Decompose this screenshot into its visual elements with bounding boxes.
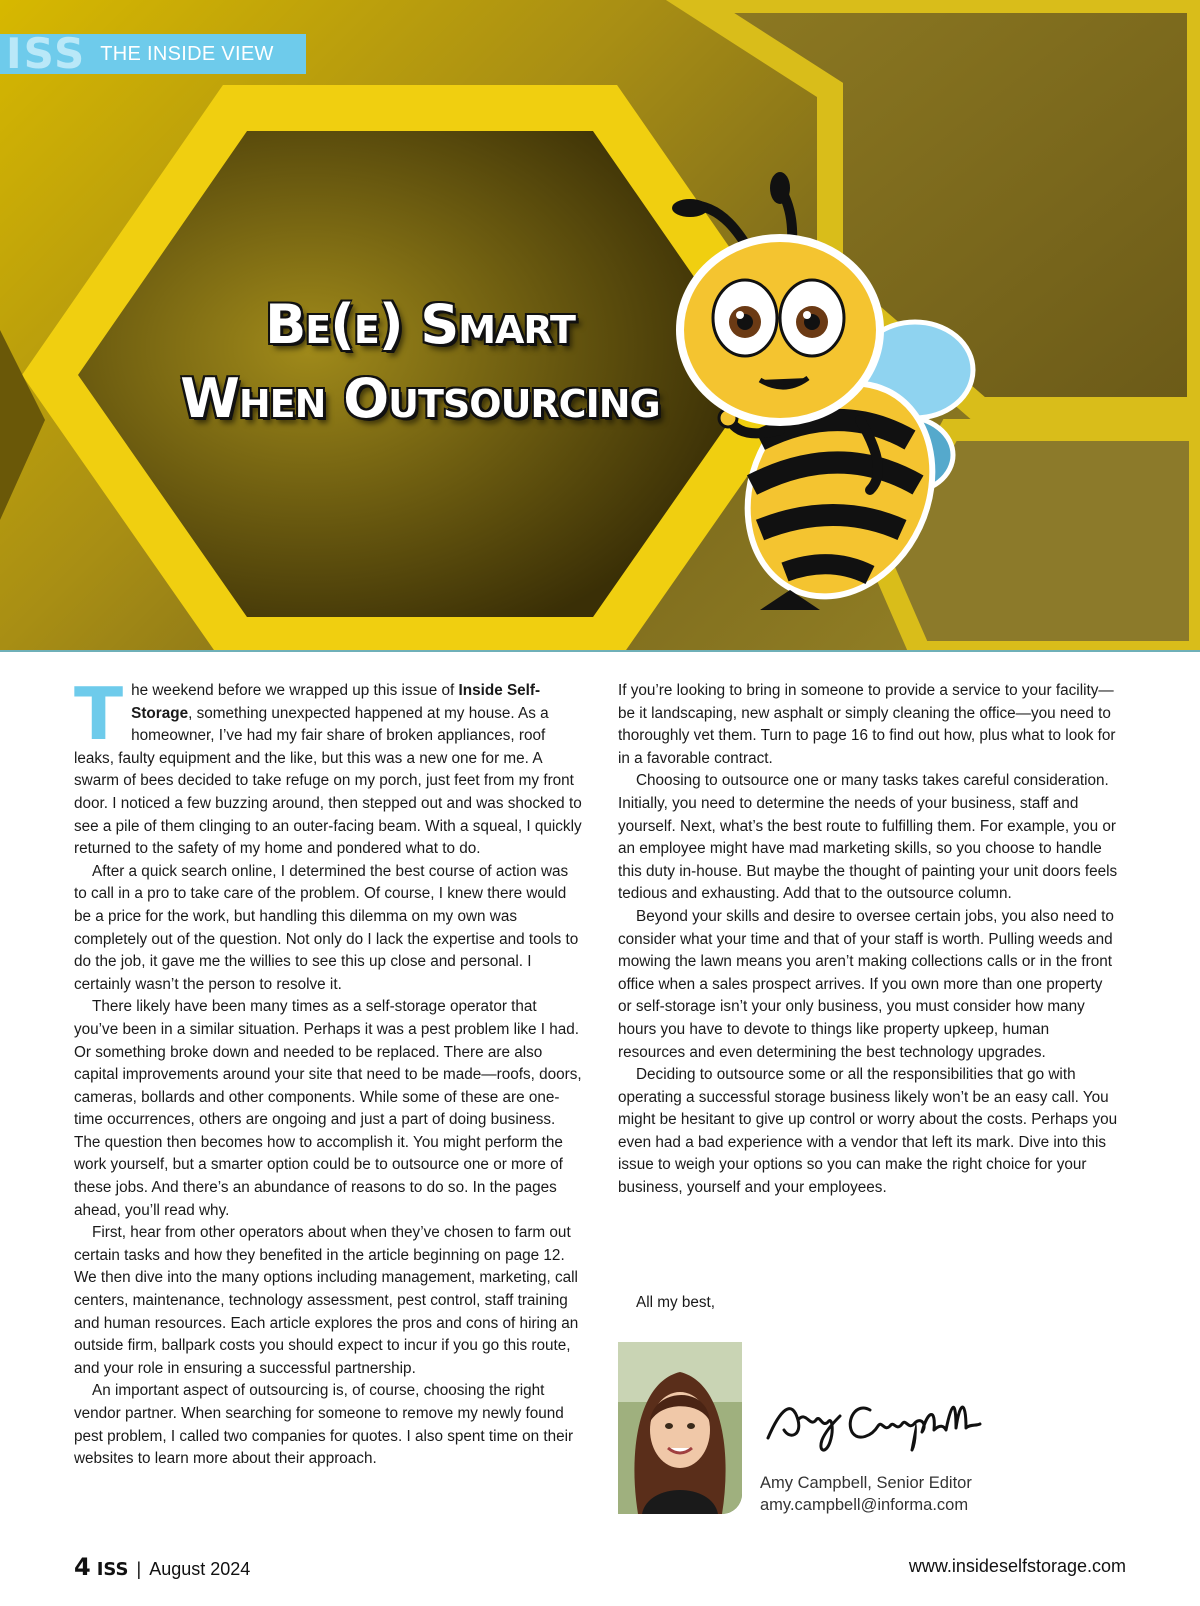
article-paragraph-3: There likely have been many times as a self-storage operator that you’ve been in a similar situation. Perhaps it was a pest problem like I had. Or something broke down and needed to be replaced. There are also capital improvements around your site that need to be made—roofs, doors, cameras, bollards and other components. While some of these are one-time occurrences, others are ongoing and just a part of doing business. The question then becomes how to accomplish it. You might perform the work yourself, but a smarter option could be to outsource one or more of these jobs. And there’s an abundance of reasons to do so. In the pages ahead, you’ll read why. [74, 998, 582, 1219]
section-label: THE INSIDE VIEW [100, 42, 274, 65]
article-paragraph-5: An important aspect of outsourcing is, of course, choosing the right vendor partner. When searching for someone to remove my newly found pest problem, I called two companies for quotes. I also spent time on their websites to learn more about their approach. [74, 1382, 574, 1468]
article-paragraph-8: Beyond your skills and desire to oversee certain jobs, you also need to consider what your time and that of your staff is worth. Pulling weeds and mowing the lawn means you aren’t making collections calls or in the front office when a sales prospect arrives. If you own more than one property or self-storage isn’t your only business, you must consider how many hours you have to devote to things like property upkeep, human resources and even determining the best technology upgrades. [618, 907, 1114, 1061]
hero-divider [0, 650, 1200, 652]
paragraph-1-rest: , something unexpected happened at my house. As a homeowner, I’ve had my fair share of broken appliances, roof leaks, faulty equipment and the like, but this was a new one for me. A swarm of bees decided to take refuge on my porch, just feet from my front door. I noticed a few buzzing around, then stepped out and was shocked to see a pile of them clinging to an outer-facing beam. With a squeal, I quickly returned to the safety of my home and pondered what to do. [74, 704, 582, 858]
footer-publication: ISS [96, 1559, 129, 1580]
article-headline [140, 288, 700, 436]
page-number: 4 [74, 1553, 91, 1581]
article-paragraph-4: First, hear from other operators about when they’ve chosen to farm out certain tasks and how they benefited in the article beginning on page 12. We then dive into the many options including management, marketing, call centers, maintenance, technology assessment, pest control, staff training and human resources. Each article explores the pros and cons of hiring an outside firm, ballpark costs you should expect to incur if you go this route, and your role in ensuring a successful partnership. [74, 1224, 579, 1377]
website-link[interactable]: www.insideselfstorage.com [908, 1556, 1126, 1576]
section-tag [0, 29, 306, 78]
article-paragraph-7: Choosing to outsource one or many tasks takes careful consideration. Initially, you need to determine the needs of your business, staff and yourself. Next, what’s the best route to fulfilling them. For example, you or an employee might have mad marketing skills, so you choose to handle this duty in-house. But maybe the thought of painting your unit doors feels tedious and exhausting. Add that to the outsource column. [618, 772, 1118, 903]
iss-badge: ISS [6, 29, 87, 78]
hero-banner [0, 0, 1200, 652]
author-email[interactable]: amy.campbell@informa.com [760, 1496, 969, 1514]
author-name-title: Amy Campbell, Senior Editor [760, 1474, 972, 1492]
article-paragraph-9: Deciding to outsource some or all the responsibilities that go with operating a successful storage business likely won’t be an easy call. You might be hesitant to give up control or worry about the costs. Perhaps you even had a bad experience with a vendor that left its mark. Dive into this issue to weigh your options so you can make the right choice for your business, yourself and your employees. [618, 1066, 1118, 1197]
author-portrait-icon [618, 1342, 742, 1514]
headline-line-1: Be(e) Smart [265, 293, 575, 356]
article-paragraph-6: If you’re looking to bring in someone to provide a service to your facility—be it landscaping, new asphalt or simply cleaning the office—you need to thoroughly vet them. Turn to page 16 to find out how, plus what to look for in a favorable contract. [618, 682, 1116, 767]
page-footer-left [74, 1553, 250, 1581]
article-column-left [74, 672, 584, 1471]
author-photo [618, 1342, 742, 1514]
issue-date: August 2024 [149, 1559, 251, 1579]
paragraph-1-lead: he weekend before we wrapped up this issue of [131, 682, 459, 699]
signature-image [760, 1380, 1000, 1460]
article-paragraph-1 [74, 672, 584, 861]
author-byline [760, 1472, 972, 1516]
drop-cap: T [74, 672, 124, 756]
closing-line: All my best, [636, 1294, 716, 1311]
article-column-right [618, 680, 1118, 1200]
headline-line-2: When Outsourcing [180, 367, 660, 430]
article-paragraph-2: After a quick search online, I determined the best course of action was to call in a pro to take care of the problem. Of course, I knew there would be a price for the work, but handling this dilemma on my own was completely out of the question. Not only do I lack the expertise and tools to do the job, it gave me the willies to see this up close and personal. I certainly wasn’t the person to resolve it. [74, 862, 579, 993]
footer-separator: | [136, 1559, 142, 1579]
publication-name: Inside Self-Storage [131, 682, 541, 722]
